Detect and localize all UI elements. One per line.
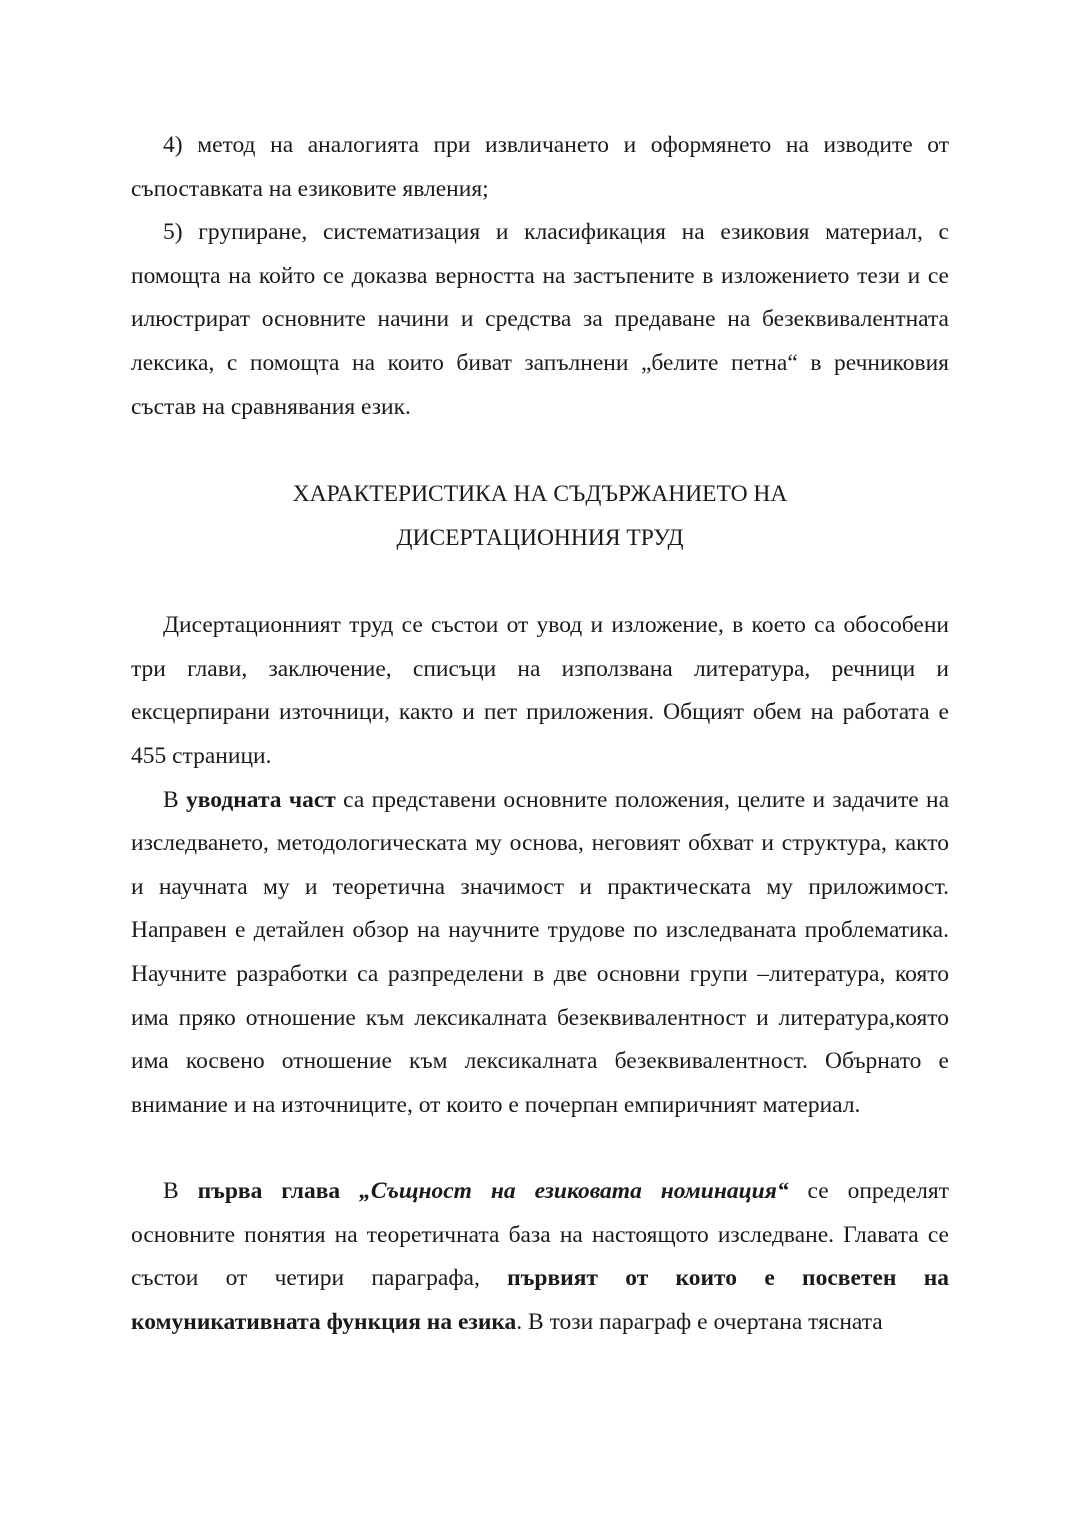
paragraph-structure: Дисертационният труд се състои от увод и изложение, в което са обособени три глави, заключение, списъци на използвана литература, речници и ексцерпирани източници, както и пет приложения. Общият обем на работата е 455 страници.	[131, 612, 949, 769]
chapter-one-lead: В	[163, 1178, 198, 1205]
paragraph-introduction	[131, 779, 949, 1128]
paragraph-method-analogy: 4) метод на аналогията при извличането и оформянето на изводите от съпоставката на езиковите явления;	[131, 132, 949, 202]
chapter-one-mid: се определят основните понятия на теоретичната база на настоящото изследване. Главата се състои от четири параграфа,	[131, 1178, 949, 1292]
heading-line-2: ДИСЕРТАЦИОННИЯ ТРУД	[396, 525, 684, 552]
chapter-one-title: „Същност на езиковата номинация“	[359, 1178, 789, 1205]
intro-bold-term: уводната част	[186, 786, 336, 813]
chapter-one-bold-phrase: първият от които е посветен на комуникативната функция на езика	[131, 1265, 949, 1336]
paragraph-chapter-one	[131, 1170, 949, 1344]
intro-lead: В	[163, 786, 187, 813]
page-content	[131, 124, 949, 1345]
section-heading	[131, 472, 949, 560]
chapter-one-rest: . В този параграф е очертана тясната	[516, 1309, 883, 1336]
intro-rest: са представени основните положения, целите и задачите на изследването, методологическата му основа, неговият обхват и структура, както и научната му и теоретична значимост и практическата му приложимост. Направен е детайлен обзор на научните трудове по изследваната проблематика. Научните разработки са разпределени в две основни групи –литература, която има пряко отношение към лексикалната безеквивалентност и литература,която има косвено отношение към лексикалната безеквивалентност. Обърнато е внимание и на източниците, от които е почерпан емпиричният материал.	[131, 786, 950, 1118]
heading-line-1: ХАРАКТЕРИСТИКА НА СЪДЪРЖАНИЕТО НА	[292, 481, 788, 508]
paragraph-grouping: 5) групиране, систематизация и класификация на езиковия материал, с помощта на който се доказва верността на застъпените в изложението тези и се илюстрират основните начини и средства за предаване на безеквивалентната лексика, с помощта на които биват запълнени „белите петна“ в речниковия състав на сравнявания език.	[131, 219, 949, 420]
chapter-one-bold: първа глава	[197, 1178, 360, 1205]
